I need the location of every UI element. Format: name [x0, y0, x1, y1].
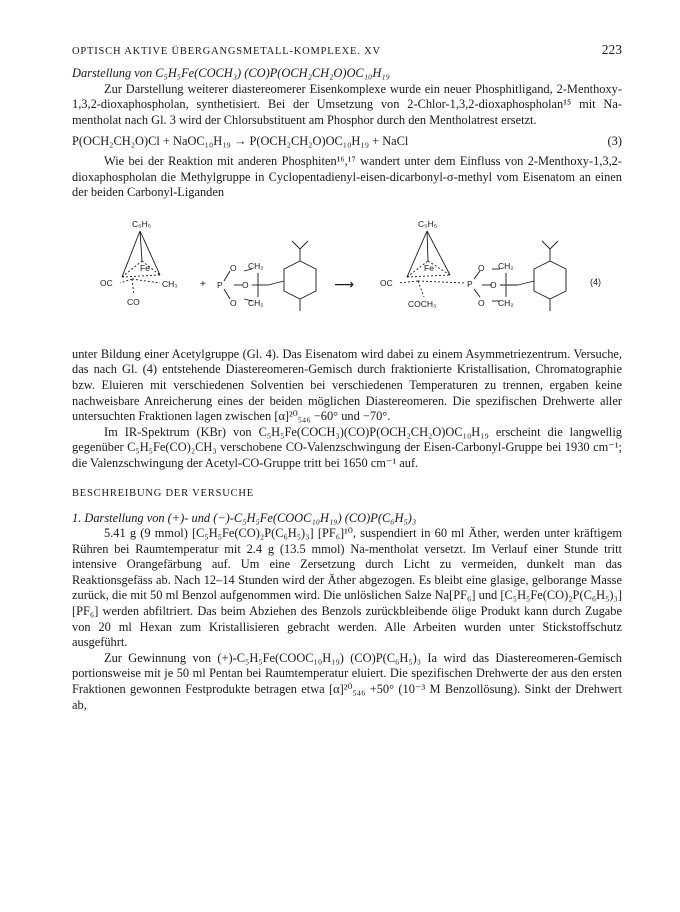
page-number: 223 — [601, 42, 622, 57]
ch2-label: CH₂ — [498, 260, 514, 271]
ch3-label: CH₃ — [162, 278, 178, 289]
paragraph: Wie bei der Reaktion mit anderen Phosphiten¹⁶,¹⁷ wandert unter dem Einfluss von 2-Menthoxy-1,3,2-dioxaphospholan die Methylgruppe in Cyclopentadienyl-eisen-dicarbonyl-σ-methyl vom Eisenatom an einen der beiden Carbonyl-Liganden — [72, 153, 622, 200]
experiment-heading-text: 1. Darstellung von (+)- und (−)-C₅H₅Fe(COOC₁₀H₁₉) (CO)P(C₆H₅)₃ — [72, 510, 417, 525]
reaction-scheme — [72, 209, 622, 337]
o-label: O — [478, 262, 485, 273]
o-label: O — [490, 279, 497, 290]
equation-3 — [72, 134, 622, 150]
ch2-label: CH₂ — [248, 260, 264, 271]
c5h5-label: C₅H₅ — [418, 218, 438, 229]
coch3-label: COCH₃ — [408, 298, 437, 309]
running-title: OPTISCH AKTIVE ÜBERGANGSMETALL-KOMPLEXE. XV — [72, 46, 381, 57]
o-label: O — [230, 262, 237, 273]
running-header — [72, 42, 622, 58]
o-label: O — [230, 297, 237, 308]
paragraph: Zur Darstellung weiterer diastereomerer Eisenkomplexe wurde ein neuer Phosphitligand, 2-Menthoxy-1,3,2-dioxaphospholan, synthetisiert. Bei der Umsetzung von 2-Chlor-1,3,2-dioxaphospholan¹⁵ mit Na-mentholat nach Gl. 3 wird der Chlorsubstituent am Phosphor durch den Mentholatrest ersetzt. — [72, 81, 622, 127]
section-title: BESCHREIBUNG DER VERSUCHE — [72, 487, 254, 499]
o-label: O — [242, 279, 249, 290]
equation-text: P(OCH₂CH₂O)Cl + NaOC₁₀H₁₉ → P(OCH₂CH₂O)OC₁₀H₁₉ + NaCl — [72, 134, 409, 149]
paragraph: 5.41 g (9 mmol) [C₅H₅Fe(CO)₂P(C₆H₅)₃] [PF₆]¹⁰, suspendiert in 60 ml Äther, werden unter kräftigem Rühren bei Raumtemperatur mit 2.4 g (13.5 mmol) Na-mentholat versetzt. Im Verlauf einer Stunde tritt intensive Orangefärbung auf. Um eine Zersetzung durch Licht zu vermeiden, dunkelt man das Reaktionsgefäss ab. Nach 12–14 Stunden wird der Äther abgezogen. Es bleibt eine glasige, gelborange Masse zurück, die mit 50 ml Benzol aufgenommen wird. Die unlöslichen Salze Na[PF₆] und [C₅H₅Fe(CO)₂P(C₆H₅)₃] [PF₆] werden abfiltriert. Das beim Abziehen des Benzols zurückbleibende ölige Produkt kann durch Zugabe von 20 ml Hexan zum Kristallisieren gebracht werden. Alle Arbeiten wurden unter Stickstoffschutz ausgeführt. — [72, 526, 622, 650]
o-label: O — [478, 297, 485, 308]
subsection-heading: Darstellung von C₅H₅Fe(COCH₃) (CO)P(OCH₂CH₂O)OC₁₀H₁₉ — [72, 66, 390, 80]
paragraph: Zur Gewinnung von (+)-C₅H₅Fe(COOC₁₀H₁₉) (CO)P(C₆H₅)₃ Ia wird das Diastereomeren-Gemisch portionsweise mit je 50 ml Pentan bei Raumtemperatur eluiert. Die spezifischen Drehwerte der aus den ersten Fraktionen gewonnen Festprodukte betragen etwa [α]²⁰₅₄₆ +50° (10⁻³ M Benzollösung). Sinkt der Drehwert ab, — [72, 650, 622, 712]
c5h5-label: C₅H₅ — [132, 218, 152, 229]
p-label: P — [217, 279, 223, 290]
oc-label: OC — [100, 277, 113, 288]
fe-label: Fe — [140, 262, 150, 273]
equation-number: (4) — [590, 276, 601, 287]
p-label: P — [467, 278, 473, 289]
co-label: CO — [127, 296, 140, 307]
paragraph: unter Bildung einer Acetylgruppe (Gl. 4). Das Eisenatom wird dabei zu einem Asymmetriezentrum. Versuche, das nach Gl. (4) entstehende Diastereomeren-Gemisch durch fraktionierte Kristallisation, Chromatographie bzw. Eluieren mit verschiedenen Solventien bei verschiedenen Temperaturen zu trennen, ergaben keine nachweisbare Anreicherung eines der beiden möglichen Diastereomeren. Die spezifischen Drehwerte aller untersuchten Fraktionen lagen zwischen [α]²⁰₅₄₆ −60° und −70°. — [72, 346, 622, 424]
fe-label: Fe — [424, 262, 434, 273]
reaction-scheme-drawing — [72, 209, 622, 337]
oc-label: OC — [380, 277, 393, 288]
plus-sign: + — [200, 278, 206, 290]
ch2-label: CH₂ — [248, 297, 264, 308]
page — [72, 42, 622, 713]
left-menthyl-ring — [268, 241, 316, 311]
reaction-arrow: ⟶ — [334, 275, 355, 292]
ch2-label: CH₂ — [498, 297, 514, 308]
experiment-heading — [72, 511, 622, 527]
equation-number: (3) — [607, 134, 622, 149]
paragraph: Im IR-Spektrum (KBr) von C₅H₅Fe(COCH₃)(CO)P(OCH₂CH₂O)OC₁₀H₁₉ erscheint die langwellig gegenüber C₅H₅Fe(CO)₂CH₃ verschobene CO-Valenzschwingung der Eisen-Carbonyl-Gruppe bei 1930 cm⁻¹; die Valenzschwingung der Acetyl-CO-Gruppe tritt bei 1650 cm⁻¹ auf. — [72, 424, 622, 470]
